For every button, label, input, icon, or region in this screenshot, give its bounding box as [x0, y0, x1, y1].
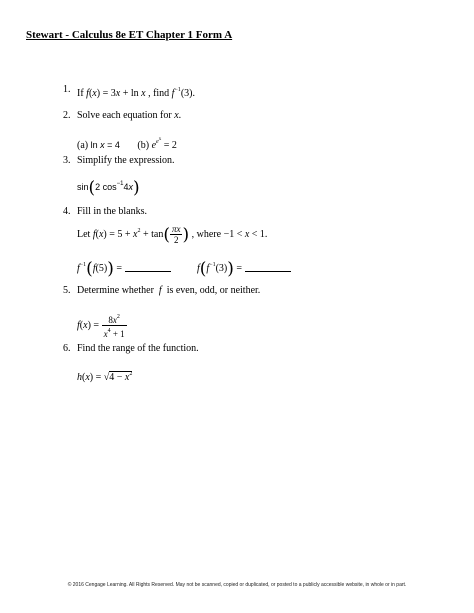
page-title: Stewart - Calculus 8e ET Chapter 1 Form A: [26, 29, 233, 41]
math-expression: $h(x) = √4 - x^2$: [77, 371, 133, 383]
question-text: Simplify the expression.: [77, 155, 175, 166]
math-expression: −1 < x < 1.: [223, 228, 268, 240]
question-number: 6.: [63, 343, 71, 354]
part-label: (a): [77, 140, 89, 151]
math-expression: f(x) = $\frac{8x^2}{x^4 + 1}$: [77, 314, 125, 339]
question-4-definition: Let $f(x) = 5 + x^2 + \tan$( $\frac{\pi x}{2}$ ) , where −1 < x < 1.: [77, 224, 268, 245]
question-number: 5.: [63, 285, 71, 296]
question-text: Solve each equation for x.: [77, 110, 182, 121]
copyright-footer: © 2016 Cengage Learning. All Rights Reserved. May not be scanned, copied or duplicated, or posted to a publicly accessible website, in whole or in part.: [67, 582, 407, 588]
question-text: Determine whether f is even, odd, or neither.: [77, 285, 261, 296]
math-expression: sin(2 $\cos^{-1}4x$): [77, 178, 140, 198]
math-expression: ln x = 4: [90, 140, 120, 150]
question-2-parts: [77, 134, 177, 152]
question-number: 2.: [63, 110, 71, 121]
question-number: 3.: [63, 155, 71, 166]
question-text: Fill in the blanks.: [77, 206, 147, 217]
math-expression: $f^{-1}(3)$.: [171, 87, 196, 99]
math-expression: $f(x) = 5 + x^2 + \tan$( $\frac{\pi x}{2}$ ): [92, 224, 190, 245]
question-number: 4.: [63, 206, 71, 217]
question-number: 1.: [63, 84, 71, 95]
answer-blank[interactable]: [245, 262, 291, 272]
question-text: If f(x) = 3x + ln x , find $f^{-1}(3)$.: [77, 87, 196, 99]
answer-blank[interactable]: [125, 262, 171, 272]
math-expression: $e^{e^x} = 2$: [151, 137, 177, 151]
blank-f-inverse3: $f(f^{-1}(3))$ =: [197, 259, 291, 275]
blank-inverse-f5: $f^{-1}(f(5))$ =: [77, 259, 171, 275]
math-expression: f(x) = 3x + ln x: [86, 88, 146, 99]
question-text: Find the range of the function.: [77, 343, 199, 354]
part-label: (b): [137, 140, 150, 151]
